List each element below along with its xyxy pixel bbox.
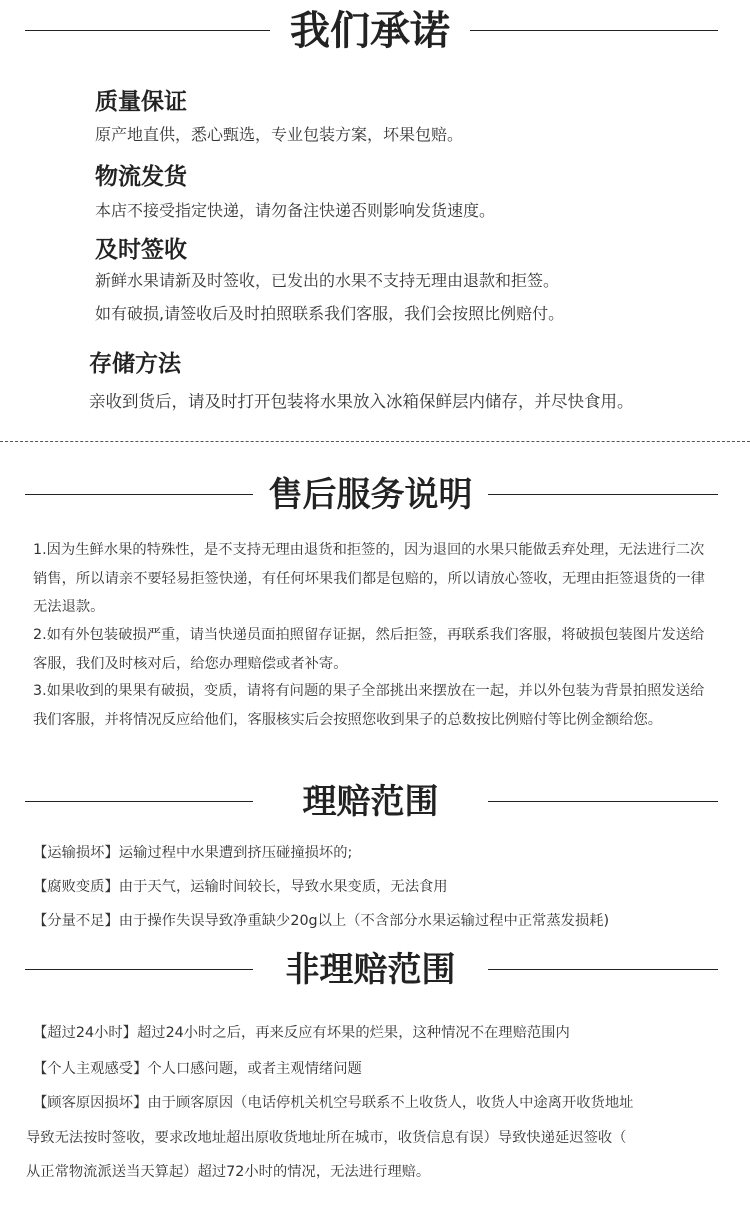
after-sales-title-right-rule (488, 494, 718, 495)
receipt-line1: 新鲜水果请新及时签收，已发出的水果不支持无理由退款和拒签。 (95, 271, 560, 290)
logistics-text: 本店不接受指定快递，请勿备注快递否则影响发货速度。 (95, 201, 496, 220)
promise-title: 我们承诺 (290, 8, 450, 54)
quality-text: 原产地直供，悉心甄选，专业包装方案，坏果包赔。 (95, 125, 464, 144)
non-claim-scope-title: 非理赔范围 (285, 950, 456, 990)
logistics-title: 物流发货 (95, 164, 187, 190)
receipt-line2: 如有破损,请签收后及时拍照联系我们客服，我们会按照比例赔付。 (95, 304, 565, 323)
after-sales-item-3: 3.如果收到的果果有破损，变质，请将有问题的果子全部挑出来摆放在一起，并以外包装为背景拍照发送给我们客服，并将情况反应给他们，客服核实后会按照您收到果子的总数按比例赔付等比例金额给您。 (33, 683, 705, 728)
non-claim-item-over24h: 【超过24小时】超过24小时之后，再来反应有坏果的烂果，这种情况不在理赔范围内 (33, 1025, 570, 1041)
claim-title-left-rule (25, 801, 253, 802)
non-claim-item-subjective: 【个人主观感受】个人口感问题，或者主观情绪问题 (33, 1061, 362, 1077)
receipt-title: 及时签收 (95, 237, 187, 263)
section-divider (0, 441, 750, 442)
quality-title: 质量保证 (95, 89, 187, 115)
claim-item-spoilage: 【腐败变质】由于天气，运输时间较长，导致水果变质，无法食用 (33, 879, 448, 895)
claim-title-right-rule (488, 801, 718, 802)
after-sales-title-left-rule (25, 494, 253, 495)
storage-text: 亲收到货后，请及时打开包装将水果放入冰箱保鲜层内储存，并尽快食用。 (89, 392, 634, 411)
non-claim-customer-line1: 【顾客原因损坏】由于顾客原因（电话停机关机空号联系不上收货人，收货人中途离开收货地址 (33, 1095, 634, 1111)
non-claim-title-left-rule (25, 969, 253, 970)
non-claim-title-right-rule (488, 969, 718, 970)
claim-scope-title: 理赔范围 (302, 782, 439, 822)
after-sales-item-2: 2.如有外包装破损严重，请当快递员面拍照留存证据，然后拒签，再联系我们客服，将破损包装图片发送给客服，我们及时核对后，给您办理赔偿或者补寄。 (33, 627, 705, 672)
non-claim-customer-line3: 从正常物流派送当天算起）超过72小时的情况，无法进行理赔。 (26, 1164, 431, 1180)
claim-item-weight: 【分量不足】由于操作失误导致净重缺少20g以上（不含部分水果运输过程中正常蒸发损耗) (33, 913, 610, 929)
storage-title: 存储方法 (89, 351, 181, 377)
after-sales-item-1: 1.因为生鲜水果的特殊性，是不支持无理由退货和拒签的，因为退回的水果只能做丢弃处理，无法进行二次销售，所以请亲不要轻易拒签快递，有任何坏果我们都是包赔的，所以请放心签收，无理由拒签退货的一律无法退款。 (33, 542, 705, 615)
promise-title-left-rule (25, 30, 270, 31)
non-claim-customer-line2: 导致无法按时签收，要求改地址超出原收货地址所在城市，收货信息有误）导致快递延迟签收（ (26, 1130, 627, 1146)
after-sales-title: 售后服务说明 (268, 475, 473, 515)
claim-item-transport: 【运输损坏】运输过程中水果遭到挤压碰撞损坏的; (33, 845, 353, 861)
promise-title-right-rule (470, 30, 718, 31)
